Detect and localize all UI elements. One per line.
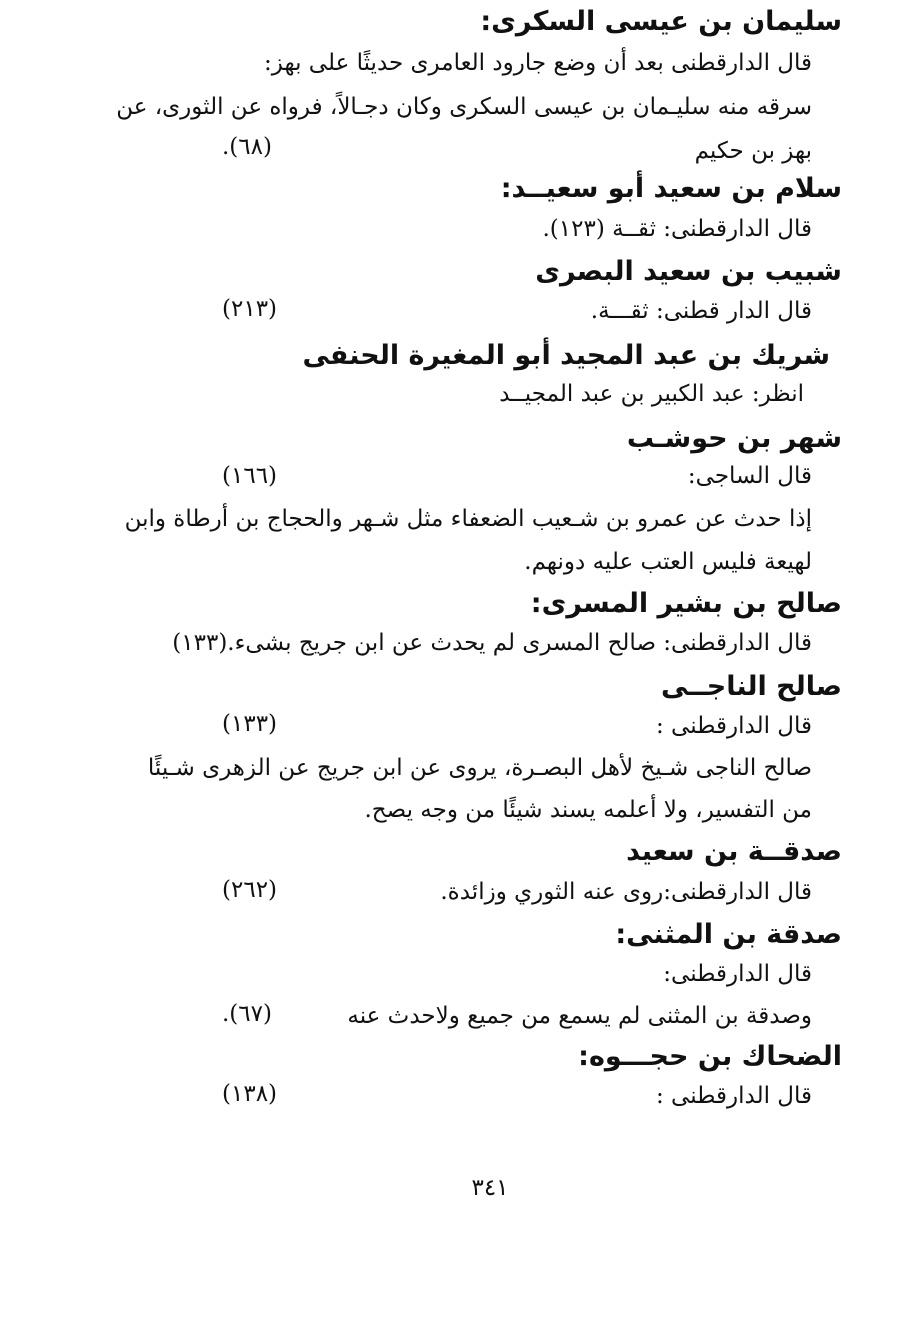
entry-line: لهيعة فليس العتب عليه دونهم. bbox=[524, 549, 812, 575]
entry-reference: (٦٨). bbox=[222, 134, 272, 160]
entry-line: بهز بن حكيم bbox=[694, 138, 812, 164]
entry-line: من التفسير، ولا أعلمه يسند شيئًا من وجه يصح. bbox=[364, 797, 812, 823]
entry-heading: شبيب بن سعيد البصرى bbox=[535, 256, 842, 287]
entry-line: إذا حدث عن عمرو بن شـعيب الضعفاء مثل شـهر والحجاج بن أرطاة وابن bbox=[124, 506, 812, 532]
entry-line: قال الساجى: bbox=[687, 463, 812, 489]
entry-heading: سليمان بن عيسى السكرى: bbox=[480, 6, 842, 37]
entry-heading: سلام بن سعيد أبو سعيــد: bbox=[500, 173, 842, 204]
entry-heading: صدقــة بن سعيد bbox=[626, 836, 842, 867]
entry-line: سرقه منه سليـمان بن عيسى السكرى وكان دجـالاً، فرواه عن الثورى، عن bbox=[116, 94, 812, 120]
entry-line: قال الدارقطنى : bbox=[655, 1083, 812, 1109]
entry-reference: (١٦٦) bbox=[222, 463, 278, 489]
entry-line: قال الدارقطنى : bbox=[655, 713, 812, 739]
entry-heading: صالح بن بشير المسرى: bbox=[530, 588, 842, 619]
entry-reference: (٢٦٢) bbox=[222, 877, 278, 903]
entry-heading: صالح الناجــى bbox=[660, 671, 842, 702]
entry-line: قال الدارقطنى:روى عنه الثوري وزائدة. bbox=[440, 879, 812, 905]
entry-reference: (١٣٣) bbox=[222, 711, 278, 737]
entry-heading: شريك بن عبد المجيد أبو المغيرة الحنفى bbox=[302, 340, 830, 371]
entry-line: قال الدارقطنى بعد أن وضع جارود العامرى حديثًا على بهز: bbox=[264, 50, 812, 76]
entry-heading: الضحاك بن حجـــوه: bbox=[578, 1041, 842, 1072]
entry-heading: صدقة بن المثنى: bbox=[615, 919, 842, 950]
entry-heading: شهر بن حوشـب bbox=[626, 423, 842, 454]
entry-reference: (١٣٨) bbox=[222, 1081, 278, 1107]
entry-reference: (٦٧). bbox=[222, 1001, 272, 1027]
entry-line: انظر: عبد الكبير بن عبد المجيــد bbox=[499, 381, 804, 407]
entry-line: قال الدارقطنى: صالح المسرى لم يحدث عن ابن جريج بشىء.(١٣٣) bbox=[172, 630, 812, 656]
entry-line: وصدقة بن المثنى لم يسمع من جميع ولاحدث عنه bbox=[347, 1003, 812, 1029]
entry-reference: (٢١٣) bbox=[222, 296, 278, 322]
entry-line: صالح الناجى شـيخ لأهل البصـرة، يروى عن ابن جريج عن الزهرى شـيئًا bbox=[147, 755, 812, 781]
entry-line: قال الدارقطنى: bbox=[663, 961, 812, 987]
page-number: ٣٤١ bbox=[471, 1175, 509, 1201]
entry-line: قال الدارقطنى: ثقــة (١٢٣). bbox=[542, 216, 812, 242]
entry-line: قال الدار قطنى: ثقـــة. bbox=[590, 298, 812, 324]
